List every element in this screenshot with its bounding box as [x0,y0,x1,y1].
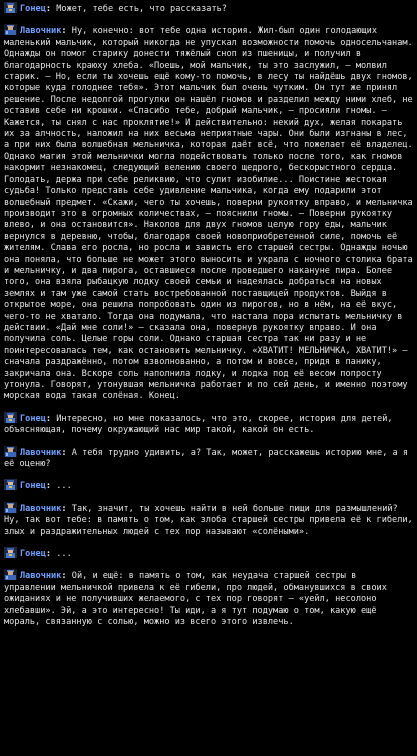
speaker-name: Гонец [20,481,46,492]
dialogue-message: Гонец: Может, тебе есть, что рассказать? [4,2,413,15]
speaker-name: Гонец [20,413,46,424]
message-text: Ой, и ещё: в память о том, как неудача старшей сестры в управлении мельничкой привела к её гибели, про людей, обманувшихся в своих ожиданиях и не получивших желаемого, с тех пор говорят — «уейл, несолоно хлебавши». Эй, а это интересно! Ты иди, а я тут подумаю о том, какую ещё мораль, связанную с солью, можно из всего этого извлечь. [4,571,387,628]
dialogue-message: Лавочник: Так, значит, ты хочешь найти в ней больше пищи для размышлений? Ну, так вот тебе: в память о том, как злоба старшей сестры привела её к гибели, злых и раздражительных людей с тех пор называют «солёными». [4,503,413,537]
shopkeeper-portrait-icon [4,446,17,457]
message-text: Интересно, но мне показалось, что это, скорее, история для детей, объясняющая, почему окружающий нас мир такой, какой он есть. [4,413,393,436]
message-text: Ну, конечно: вот тебе одна история. Жил-был один голодающих маленький мальчик, который никогда не упускал возможности помочь односельчанам. Однажды он помог старику донести тяжёлый сноп из пшеницы, и получил в благодарность краюху хлеба. «Поешь, мой мальчик, ты это заслужил, — молвил старик. — Но, если ты хочешь ещё кому-то помочь, в лесу ты найдёшь двух гномов, которые куда голоднее тебя». Этот мальчик был очень чутким. Он тут же принял решение. После недолгой прогулки он нашёл гномов и разделил между ними хлеб, не оставив себе ни крошки. «Спасибо тебе, добрый мальчик, — просияли гномы. — Кажется, ты снял с нас проклятие!» И действительно: некий дух, желая покарать их за алчность, наложил на них весьма неприятные чары. Они были изгнаны в лес, а при них была волшебная мельничка, которая даёт всё, что пожелает её владелец. Однако магия этой мельнички могла подействовать только после того, как гномов накормит незнакомец, следующий велению своего щедрого, бескорыстного сердца. Голодать, держа при себе реликвию, что сулит изобилие... Поистине жестокая судьба! Только представь себе удивление мальчика, когда ему подарили этот волшебный предмет. «Скажи, чего ты хочешь, поверни рукоятку вправо, и мельничка производит это в огромных количествах, — пояснили гномы. — Поверни рукоятку влево, и она остановится». Наколов для двух гномов целую гору еды, мальчик вернулся в деревню, чтобы, благодаря своей новоприобретенной силе, помочь её жителям. Слава его росла, но росла и зависть его старшей сестры. Однажды ночью она поняла, что больше не может этого выносить и украла с ночного столика брата и мельничку, и два пирога, оставшиеся после проведшего накануне пира. Более того, она взяла рыбацкую лодку своей семьи и надеялась добраться на новых землях и там уже самой стать востребованной поставщицей продуктов. Выйдя в открытое море, она решила попробовать один из пирогов, но в нём, на её вкус, чего-то не хватало. Тогда она подумала, что настала пора испытать мельничку в действии. «Дай мне соли!» — сказала она, повернув рукоятку вправо. И она получила соль. Целые горы соли. Однако старшая сестра так ни разу и не поинтересовалась тем, как остановить мельничку. «ХВАТИТ! МЕЛЬНИЧКА, ХВАТИТ!» — сначала раздражённо, потом взволнованно, а потом и вовсе, придя в панику, закричала она. Вскоре соль наполнила лодку, и лодка под её весом попросту утонула. Говорят, утонувшая мельничка работает и по сей день, и именно поэтому морская вода такая солёная. Конец. [4,26,413,402]
message-text: Так, значит, ты хочешь найти в ней больше пищи для размышлений? Ну, так вот тебе: в память о том, как злоба старшей сестры привела её к гибели, злых и раздражительных людей с тех пор называют «солёными». [4,503,413,537]
speaker-name: Лавочник [20,447,62,458]
shopkeeper-portrait-icon [4,502,17,513]
dialogue-message: Гонец: ... [4,479,413,492]
message-text: Может, тебе есть, что рассказать? [56,4,227,14]
messenger-portrait-icon [4,547,17,558]
dialogue-message: Гонец: ... [4,547,413,560]
message-text: ... [56,549,72,560]
messenger-portrait-icon [4,2,17,13]
speaker-name: Лавочник [20,503,62,514]
message-text: А тебя трудно удивить, а? Так, может, расскажешь историю мне, а я её оценю? [4,447,409,470]
dialogue-message: Лавочник: Ой, и ещё: в память о том, как неудача старшей сестры в управлении мельничкой привела к её гибели, про людей, обманувшихся в своих ожиданиях и не получивших желаемого, с тех пор говорят — «уейл, несолоно хлебавши». Эй, а это интересно! Ты иди, а я тут подумаю о том, какую ещё мораль, связанную с солью, можно из всего этого извлечь. [4,571,387,628]
messenger-portrait-icon [4,479,17,490]
dialogue-message: Лавочник: Ну, конечно: вот тебе одна история. Жил-был один голодающих маленький мальчик, который никогда не упускал возможности помочь односельчанам. Однажды он помог старику донести тяжёлый сноп из пшеницы, и получил в благодарность краюху хлеба. «Поешь, мой мальчик, ты это заслужил, — молвил старик. — Но, если ты хочешь ещё кому-то помочь, в лесу ты найдёшь двух гномов, которые куда голоднее тебя». Этот мальчик был очень чутким. Он тут же принял решение. После недолгой прогулки он нашёл гномов и разделил между ними хлеб, не оставив себе ни крошки. «Спасибо тебе, добрый мальчик, — просияли гномы. — Кажется, ты снял с нас проклятие!» И действительно: некий дух, желая покарать их за алчность, наложил на них весьма неприятные чары. Они были изгнаны в лес, а при них была волшебная мельничка, которая даёт всё, что пожелает её владелец. Однако магия этой мельнички могла подействовать только после того, как гномов накормит незнакомец, следующий велению своего щедрого, бескорыстного сердца. Голодать, держа при себе реликвию, что сулит изобилие... Поистине жестокая судьба! Только представь себе удивление мальчика, когда ему подарили этот волшебный предмет. «Скажи, чего ты хочешь, поверни рукоятку вправо, и мельничка производит это в огромных количествах, — пояснили гномы. — Поверни рукоятку влево, и она остановится». Наколов для двух гномов целую гору еды, мальчик вернулся в деревню, чтобы, благодаря своей новоприобретенной силе, помочь её жителям. Слава его росла, но росла и зависть его старшей сестры. Однажды ночью она поняла, что больше не может этого выносить и украла с ночного столика брата и мельничку, и два пирога, оставшиеся после проведшего накануне пира. Более того, она взяла рыбацкую лодку своей семьи и надеялась добраться на новых землях и там уже самой стать востребованной поставщицей продуктов. Выйдя в открытое море, она решила попробовать один из пирогов, но в нём, на её вкус, чего-то не хватало. Тогда она подумала, что настала пора испытать мельничку в действии. «Дай мне соли!» — сказала она, повернув рукоятку вправо. И она получила соль. Целые горы соли. Однако старшая сестра так ни разу и не поинтересовалась тем, как остановить мельничку. «ХВАТИТ! МЕЛЬНИЧКА, ХВАТИТ!» — сначала раздражённо, потом взволнованно, а потом и вовсе, придя в панику, закричала она. Вскоре соль наполнила лодку, и лодка под её весом попросту утонула. Говорят, утонувшая мельничка работает и по сей день, и именно поэтому морская вода такая солёная. Конец. [4,26,413,402]
speaker-name: Гонец [20,549,46,560]
dialogue-message: Лавочник: А тебя трудно удивить, а? Так, может, расскажешь историю мне, а я её оценю? [4,447,409,470]
dialogue-message: Гонец: Интересно, но мне показалось, что это, скорее, история для детей, объясняющая, почему окружающий нас мир такой, какой он есть. [4,413,393,436]
message-text: ... [56,481,72,492]
speaker-name: Гонец [20,4,46,14]
speaker-name: Лавочник [20,26,62,37]
shopkeeper-portrait-icon [4,569,17,580]
messenger-portrait-icon [4,412,17,423]
speaker-name: Лавочник [20,571,62,582]
shopkeeper-portrait-icon [4,24,17,35]
